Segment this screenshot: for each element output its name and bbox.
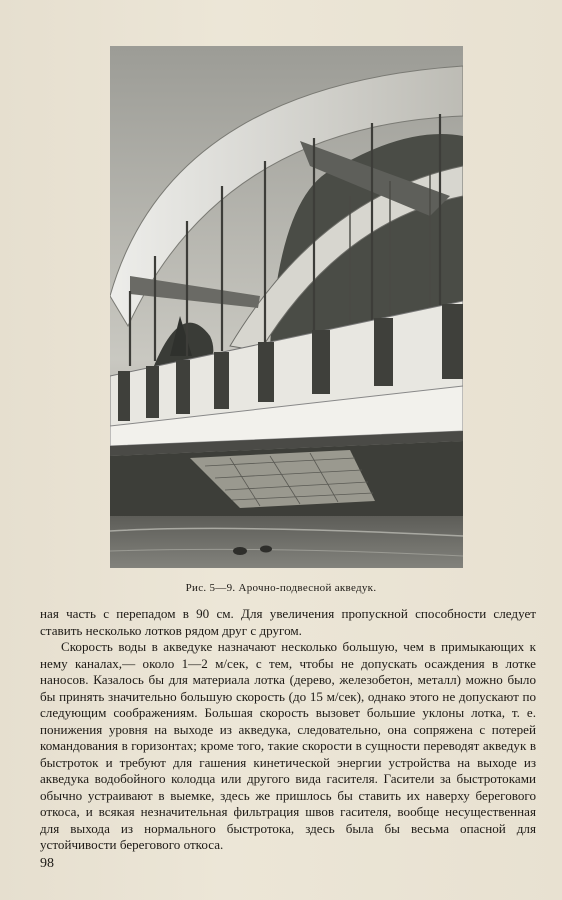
body-text bbox=[40, 606, 536, 854]
paragraph-continuation: ная часть с перепадом в 90 см. Для увеличения пропускной способности следует ставить несколько лотков рядом друг с другом. bbox=[40, 606, 536, 638]
aqueduct-photo bbox=[110, 46, 463, 568]
page-number: 98 bbox=[40, 856, 54, 871]
figure-caption: Рис. 5—9. Арочно-подвесной акведук. bbox=[185, 582, 377, 594]
paragraph: Скорость воды в акведуке назначают несколько большую, чем в примыкающих к нему каналах,— около 1—2 м/сек, с тем, чтобы не допускать осаждения в лотке наносов. Казалось бы для материала лотка (дерево, железобетон, металл) можно было бы принять значительно большую скорость (до 15 м/сек), однако этого не допускают по следующим соображениям. Большая скорость вызовет большие уклоны лотка, т. е. понижения уровня на выходе из акведука, следовательно, она сопряжена с потерей командования в горизонтах; кроме того, такие скорости в сущности переводят акведук в быстроток и требуют для гашения кинетической энергии устройства на выходе из акведука водобойного колодца или другого вида гасителя. Гасители за быстротоками обычно устраивают в выемке, здесь же пришлось бы ставить их наверху берегового откоса, и всякая незначительная фильтрация швов гасителя, вообще несущественная для выхода из нормального быстротока, здесь была бы весьма опасной для устойчивости берегового откоса. bbox=[40, 639, 536, 852]
